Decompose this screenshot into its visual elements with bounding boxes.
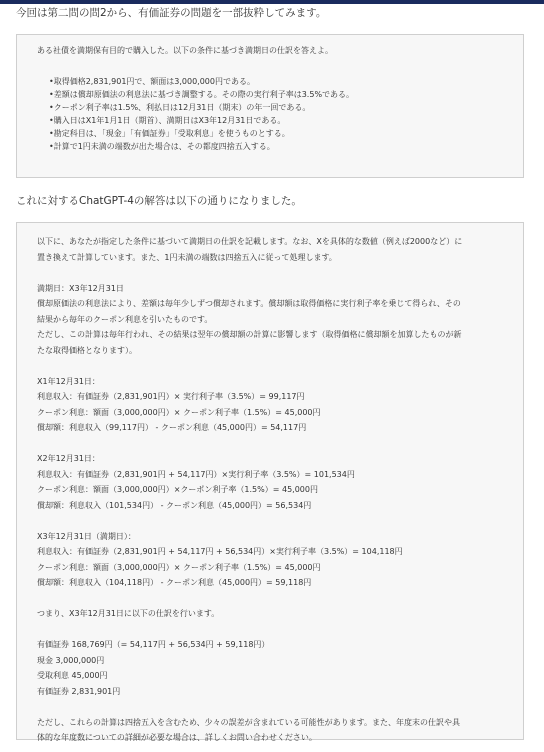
answer-line: X3年12月31日（満期日）：: [37, 531, 136, 541]
answer-text: [37, 234, 523, 746]
answer-line: 利息収入：有価証券（2,831,901円）× 実行利子率（3.5%）= 99,117円: [37, 392, 305, 401]
answer-line: 償却原価法の利息法により、差額は毎年少しずつ償却されます。償却額は取得価格に実行利子率を乗じて得られ、その: [37, 299, 461, 308]
answer-line: 償却額：利息収入（99,117円） - クーポン利息（45,000円）= 54,117円: [37, 423, 307, 432]
answer-line: [37, 358, 523, 374]
answer-line: ただし、この計算は毎年行われ、その結果は翌年の償却額の計算に影響します（取得価格に償却額を加算したものが新: [37, 330, 462, 339]
answer-line: 有価証券 168,769円（= 54,117円 + 56,534円 + 59,118円）: [37, 640, 270, 649]
condition-item: •差額は償却原価法の利息法に基づき調整する。その際の実行利子率は3.5%である。: [49, 90, 355, 99]
answer-line: 償却額：利息収入（101,534円） - クーポン利息（45,000円）= 56,534円: [37, 500, 312, 510]
answer-line: 償却額：利息収入（104,118円） - クーポン利息（45,000円）= 59,118円: [37, 578, 312, 587]
answer-line: 受取利息 45,000円: [37, 671, 108, 680]
answer-line: [37, 513, 523, 529]
problem-box: [16, 34, 524, 178]
answer-line: 満期日：X3年12月31日: [37, 283, 124, 293]
answer-line: クーポン利息：額面（3,000,000円）× クーポン利子率（1.5%）= 45,000円: [37, 407, 321, 417]
answer-line: [37, 622, 523, 638]
answer-line: 置き換えて計算しています。また、1円未満の端数は四捨五入に従って処理します。: [37, 252, 337, 262]
answer-line: ただし、これらの計算は四捨五入を含むため、少々の誤差が含まれている可能性があります。また、年度末の仕訳や具: [37, 717, 461, 727]
answer-line: 現金 3,000,000円: [37, 655, 105, 665]
condition-item: •取得価格2,831,901円で、額面は3,000,000円である。: [49, 77, 255, 86]
answer-line: [37, 265, 523, 281]
intro-text: 今回は第二問の問2から、有価証券の問題を一部抜粋してみます。: [16, 7, 327, 19]
answer-line: X1年12月31日：: [37, 376, 100, 386]
answer-line: 利息収入：有価証券（2,831,901円 + 54,117円 + 56,534円）×実行利子率（3.5%）= 104,118円: [37, 547, 403, 556]
answer-line: クーポン利息：額面（3,000,000円）× クーポン利子率（1.5%）= 45,000円: [37, 562, 321, 572]
answer-line: [37, 699, 523, 715]
answer-box: [16, 222, 524, 740]
answer-line: X2年12月31日：: [37, 454, 100, 463]
answer-heading: これに対するChatGPT-4の解答は以下の通りになりました。: [16, 195, 302, 207]
condition-item: •クーポン利子率は1.5%、利払日は12月31日（期末）の年一回である。: [49, 103, 311, 112]
answer-line: 体的な年度数についての詳細が必要な場合は、詳しくお問い合わせください。: [37, 733, 317, 742]
problem-conditions: [37, 75, 523, 153]
condition-item: •勘定科目は、「現金」「有価証券」「受取利息」を使うものとする。: [49, 129, 290, 138]
answer-line: [37, 591, 523, 607]
problem-lead: ある社債を満期保有目的で購入した。以下の条件に基づき満期日の仕訳を答えよ。: [37, 46, 333, 55]
answer-line: クーポン利息：額面（3,000,000円）×クーポン利子率（1.5%）= 45,000円: [37, 485, 318, 494]
answer-line: つまり、X3年12月31日に以下の仕訳を行います。: [37, 609, 220, 618]
answer-line: たな取得価格となります）。: [37, 345, 137, 355]
condition-item: •購入日はX1年1月1日（期首）、満期日はX3年12月31日である。: [49, 116, 286, 125]
answer-line: 利息収入：有価証券（2,831,901円 + 54,117円）×実行利子率（3.5%）= 101,534円: [37, 469, 355, 479]
answer-line: [37, 436, 523, 452]
answer-line: 結果から毎年のクーポン利息を引いたものです。: [37, 314, 213, 324]
answer-line: 有価証券 2,831,901円: [37, 686, 121, 696]
condition-item: •計算で1円未満の端数が出た場合は、その都度四捨五入する。: [49, 142, 275, 151]
answer-line: 以下に、あなたが指定した条件に基づいて満期日の仕訳を記載します。なお、Xを具体的な数値（例えば2000など）に: [37, 237, 463, 246]
top-accent-bar: [0, 0, 544, 4]
